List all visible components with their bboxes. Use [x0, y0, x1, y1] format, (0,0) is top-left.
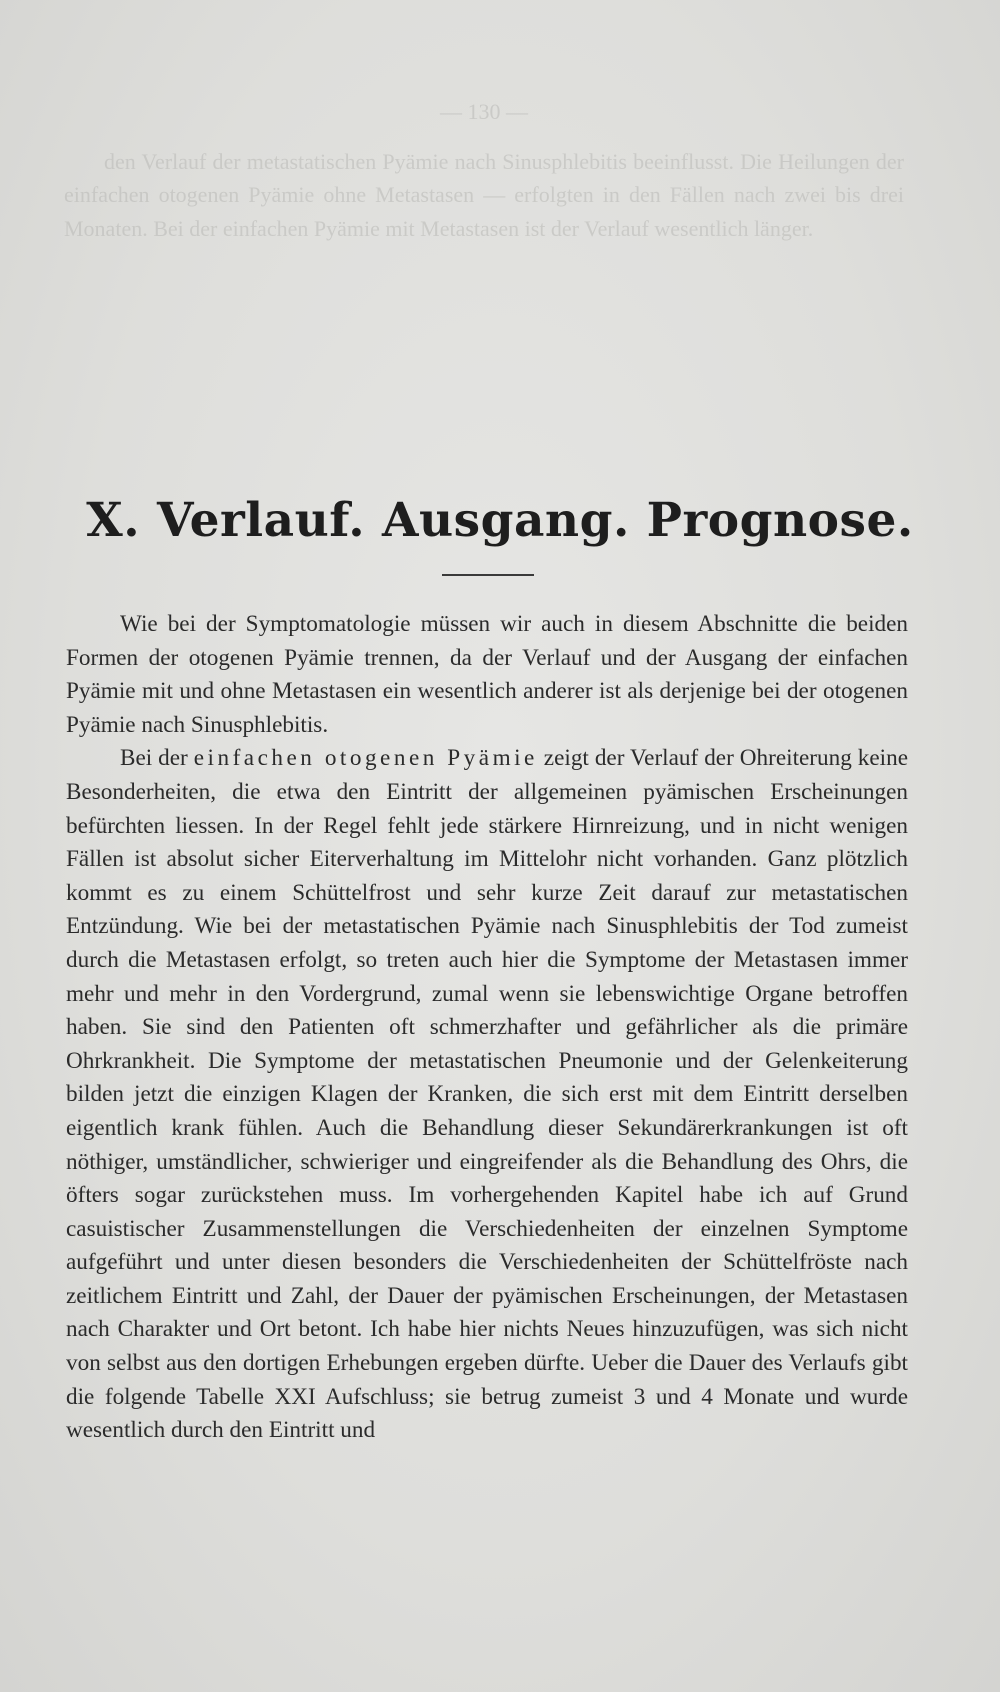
- ghost-page-number: — 130 —: [440, 99, 528, 124]
- chapter-body: [66, 608, 908, 1448]
- paragraph-lead-in: Bei der: [120, 745, 194, 772]
- ghost-paragraph: den Verlauf der metastatischen Pyämie nach Sinusphlebitis beeinflusst. Die Heilungen der einfachen otogenen Pyämie ohne Metastasen — erfolgten in den Fällen nach zwei bis drei Monaten. Bei der einfachen Pyämie mit Metastasen ist der Verlauf wesentlich länger.: [64, 148, 904, 241]
- paragraph-continuation: zeigt der Verlauf der Ohreiterung keine Besonderheiten, die etwa den Eintritt der allgemeinen pyämischen Erscheinungen befürchten liessen. In der Regel fehlt jede stärkere Hirnreizung, und in nicht wenigen Fällen ist absolut sicher Eiterverhaltung im Mittelohr nicht vorhanden. Ganz plötzlich kommt es zu einem Schüttelfrost und sehr kurze Zeit darauf zur metastatischen Entzündung. Wie bei der metastatischen Pyämie nach Sinusphlebitis der Tod zumeist durch die Metastasen erfolgt, so treten auch hier die Symptome der Metastasen immer mehr und mehr in den Vordergrund, zumal wenn sie lebenswichtige Organe betroffen haben. Sie sind den Patienten oft schmerzhafter und gefährlicher als die primäre Ohrkrankheit. Die Symptome der metastatischen Pneumonie und der Gelenkeiterung bilden jetzt die einzigen Klagen der Kranken, die sich erst mit dem Eintritt derselben eigentlich krank fühlen. Auch die Behandlung dieser Sekundärerkrankungen ist oft nöthiger, umständlicher, schwieriger und eingreifender als die Behandlung des Ohrs, die öfters sogar zurückstehen muss. Im vorhergehenden Kapitel habe ich auf Grund casuistischer Zusammenstellungen die Verschiedenheiten der einzelnen Symptome aufgeführt und unter diesen besonders die Verschiedenheiten der Schüttelfröste nach zeitlichem Eintritt und Zahl, der Dauer der pyämischen Erscheinungen, der Metastasen nach Charakter und Ort betont. Ich habe hier nichts Neues hinzuzufügen, was sich nicht von selbst aus den dortigen Erhebungen ergeben dürfte. Ueber die Dauer des Verlaufs gibt die folgende Tabelle XXI Aufschluss; sie betrug zumeist 3 und 4 Monate und wurde wesentlich durch den Eintritt und: [66, 745, 908, 1444]
- title-divider: [442, 574, 534, 576]
- emphasized-term: einfachen otogenen Pyämie: [193, 745, 538, 772]
- bleed-through-text: [64, 95, 904, 245]
- paragraph-intro: Wie bei der Symptomatologie müssen wir auch in diesem Abschnitte die beiden Formen der otogenen Pyämie trennen, da der Verlauf und der Ausgang der einfachen Pyämie mit und ohne Metastasen ein wesentlich anderer ist als derjenige bei der otogenen Pyämie nach Sinusphlebitis.: [66, 611, 908, 738]
- chapter-title: X. Verlauf. Ausgang. Prognose.: [86, 493, 914, 548]
- paragraph-einfache-pyaemie: [66, 742, 908, 1447]
